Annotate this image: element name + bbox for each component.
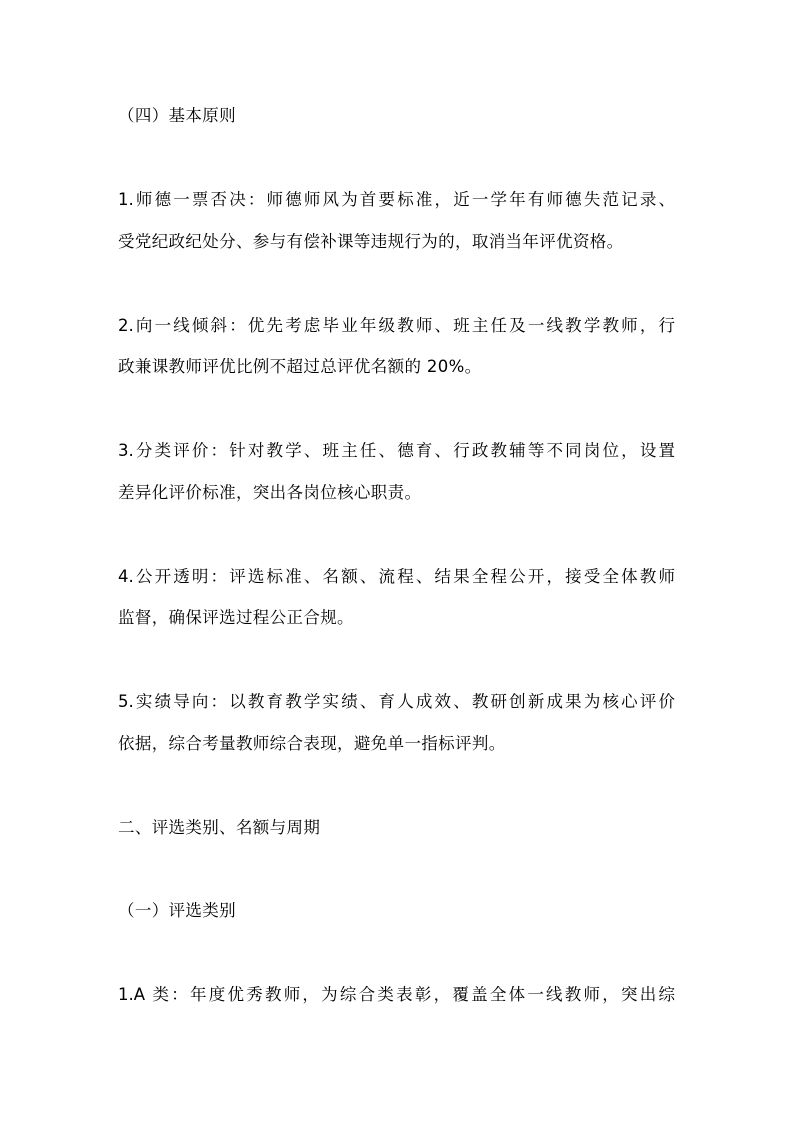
section-heading-categories-quota-cycle: 二、评选类别、名额与周期	[118, 818, 321, 837]
section-heading-basic-principles: （四）基本原则	[118, 106, 236, 125]
principle-3-line-1: 3.分类评价：针对教学、班主任、德育、行政教辅等不同岗位，设置	[118, 441, 675, 460]
subsection-heading-categories: （一）评选类别	[118, 901, 236, 920]
principle-3-line-2: 差异化评价标准，突出各岗位核心职责。	[118, 483, 422, 502]
principle-5-line-2: 依据，综合考量教师综合表现，避免单一指标评判。	[118, 734, 506, 753]
principle-4-line-1: 4.公开透明：评选标准、名额、流程、结果全程公开，接受全体教师	[118, 567, 675, 586]
principle-2-line-1: 2.向一线倾斜：优先考虑毕业年级教师、班主任及一线教学教师，行	[118, 316, 675, 335]
category-a-line: 1.A 类：年度优秀教师，为综合类表彰，覆盖全体一线教师，突出综	[118, 985, 675, 1004]
principle-2-line-2: 政兼课教师评优比例不超过总评优名额的 20%。	[118, 357, 482, 376]
principle-1-line-2: 受党纪政纪处分、参与有偿补课等违规行为的，取消当年评优资格。	[118, 232, 624, 251]
principle-5-line-1: 5.实绩导向：以教育教学实绩、育人成效、教研创新成果为核心评价	[118, 692, 675, 711]
principle-1-line-1: 1.师德一票否决：师德师风为首要标准，近一学年有师德失范记录、	[118, 190, 675, 209]
principle-4-line-2: 监督，确保评选过程公正合规。	[118, 608, 354, 627]
